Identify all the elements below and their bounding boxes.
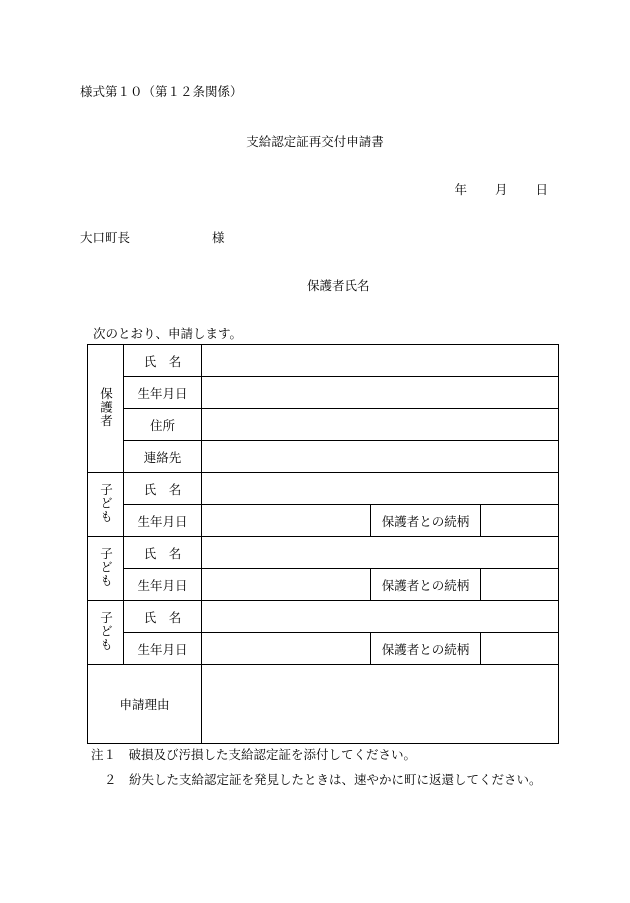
child-birthdate-field[interactable]	[202, 505, 371, 537]
child-group-label: 子ども	[88, 473, 124, 537]
addressee-suffix: 様	[212, 230, 225, 245]
child-birthdate-field[interactable]	[202, 633, 371, 665]
child-birthdate-label: 生年月日	[124, 569, 202, 601]
day-label: 日	[535, 182, 548, 197]
child-relation-label: 保護者との続柄	[371, 569, 481, 601]
guardian-name-field[interactable]	[202, 345, 559, 377]
note-2: ２ 紛失した支給認定証を発見したときは、速やかに町に返還してください。	[104, 772, 542, 787]
child-name-field[interactable]	[202, 601, 559, 633]
reason-field[interactable]	[202, 665, 559, 744]
child-birthdate-label: 生年月日	[124, 633, 202, 665]
child-birthdate-field[interactable]	[202, 569, 371, 601]
child-name-field[interactable]	[202, 537, 559, 569]
child-group-label: 子ども	[88, 601, 124, 665]
document-title: 支給認定証再交付申請書	[246, 134, 384, 149]
child-name-label: 氏 名	[124, 537, 202, 569]
guardian-address-field[interactable]	[202, 409, 559, 441]
intro-text: 次のとおり、申請します。	[93, 326, 243, 341]
guardian-address-label: 住所	[124, 409, 202, 441]
month-label: 月	[494, 182, 508, 197]
addressee: 大口町長	[80, 230, 131, 245]
guardian-contact-field[interactable]	[202, 441, 559, 473]
child-relation-label: 保護者との続柄	[371, 505, 481, 537]
child-name-label: 氏 名	[124, 601, 202, 633]
form-number: 様式第１０（第１２条関係）	[80, 84, 243, 99]
child-name-label: 氏 名	[124, 473, 202, 505]
guardian-group-label: 保護者	[88, 345, 124, 473]
guardian-birthdate-label: 生年月日	[124, 377, 202, 409]
year-label: 年	[454, 182, 467, 197]
guardian-name-label: 氏 名	[124, 345, 202, 377]
application-table	[87, 344, 559, 744]
child-relation-label: 保護者との続柄	[371, 633, 481, 665]
child-birthdate-label: 生年月日	[124, 505, 202, 537]
date-line	[454, 180, 548, 198]
child-relation-field[interactable]	[481, 569, 559, 601]
guardian-contact-label: 連絡先	[124, 441, 202, 473]
guardian-birthdate-field[interactable]	[202, 377, 559, 409]
applicant-name-label: 保護者氏名	[307, 278, 370, 293]
child-name-field[interactable]	[202, 473, 559, 505]
child-relation-field[interactable]	[481, 633, 559, 665]
child-relation-field[interactable]	[481, 505, 559, 537]
note-1: 注１ 破損及び汚損した支給認定証を添付してください。	[91, 747, 417, 762]
reason-label: 申請理由	[88, 665, 202, 744]
child-group-label: 子ども	[88, 537, 124, 601]
